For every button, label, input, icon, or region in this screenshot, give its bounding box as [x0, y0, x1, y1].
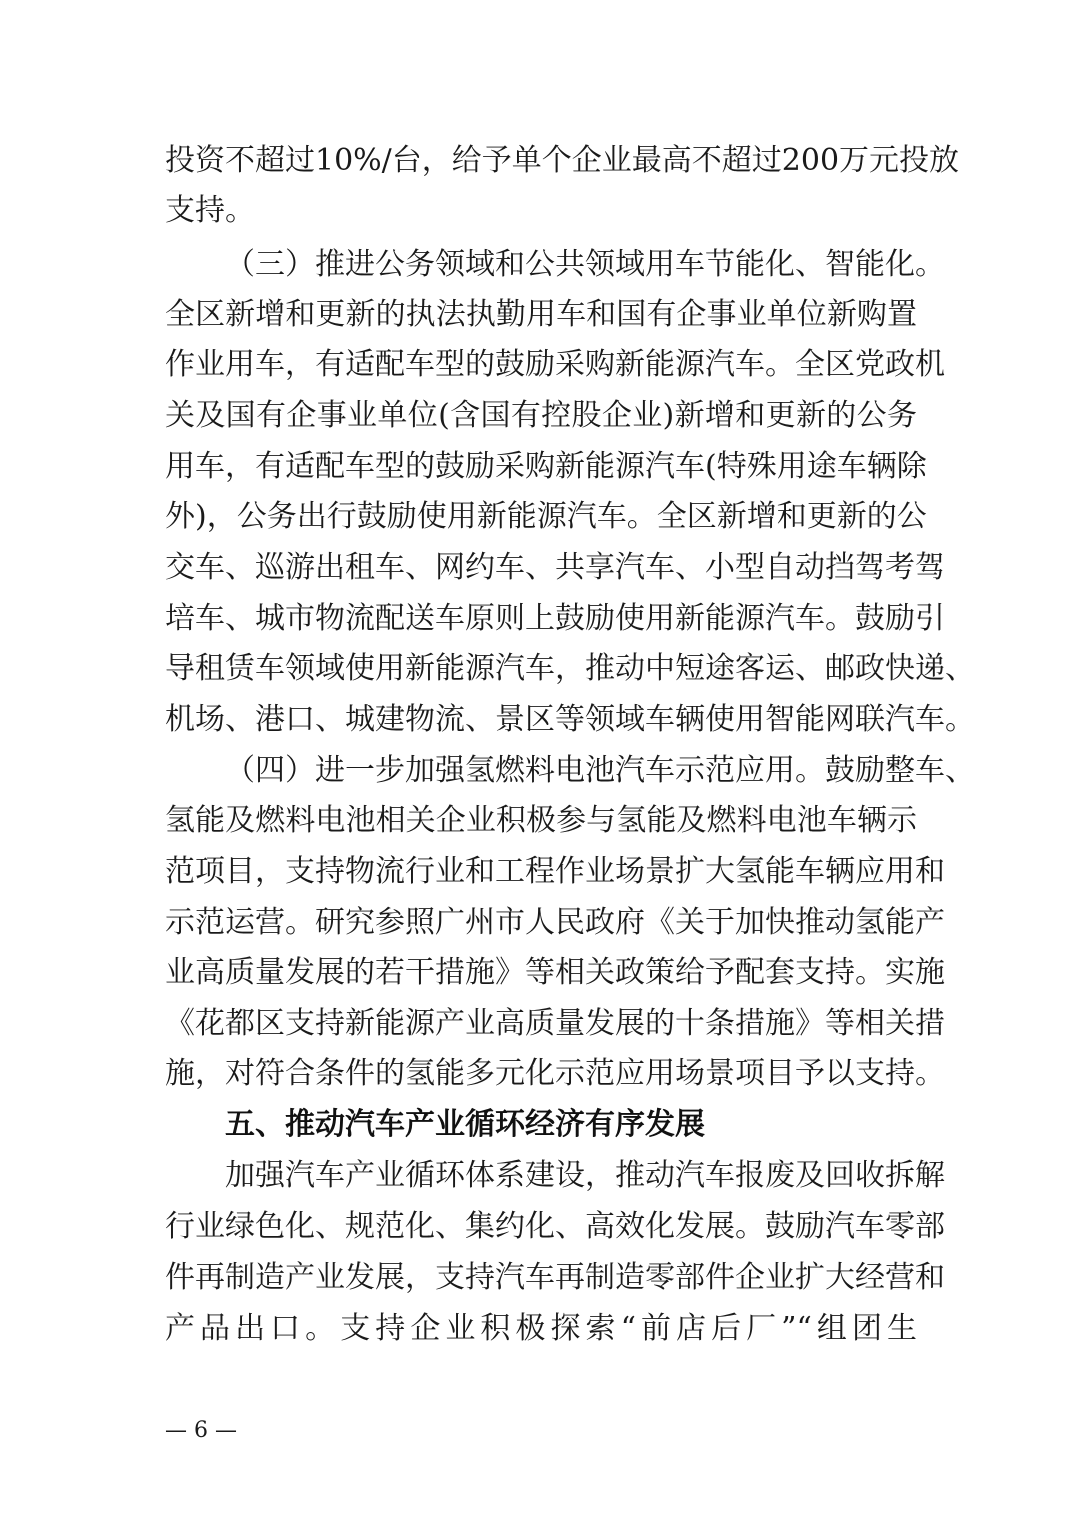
- body-line-10: 培车、城市物流配送车原则上鼓励使用新能源汽车。鼓励引: [165, 601, 945, 636]
- body-line-7: 用车，有适配车型的鼓励采购新能源汽车(特殊用途车辆除: [165, 449, 927, 484]
- body-line-5: 作业用车，有适配车型的鼓励采购新能源汽车。全区党政机: [165, 347, 945, 382]
- body-line-21: 加强汽车产业循环体系建设，推动汽车报废及回收拆解: [225, 1158, 945, 1193]
- body-line-4: 全区新增和更新的执法执勤用车和国有企事业单位新购置: [165, 297, 917, 332]
- body-line-22: 行业绿色化、规范化、集约化、高效化发展。鼓励汽车零部: [165, 1209, 945, 1244]
- body-line-15: 范项目，支持物流行业和工程作业场景扩大氢能车辆应用和: [165, 854, 945, 889]
- section-heading-5: 五、推动汽车产业循环经济有序发展: [225, 1107, 705, 1142]
- body-line-6: 关及国有企事业单位(含国有控股企业)新增和更新的公务: [165, 398, 917, 433]
- body-line-17: 业高质量发展的若干措施》等相关政策给予配套支持。实施: [165, 955, 945, 990]
- body-line-2: 支持。: [165, 193, 255, 228]
- body-line-12: 机场、港口、城建物流、景区等领域车辆使用智能网联汽车。: [165, 702, 975, 737]
- body-line-9: 交车、巡游出租车、网约车、共享汽车、小型自动挡驾考驾: [165, 550, 945, 585]
- body-line-16: 示范运营。研究参照广州市人民政府《关于加快推动氢能产: [165, 905, 945, 940]
- body-line-23: 件再制造产业发展，支持汽车再制造零部件企业扩大经营和: [165, 1260, 945, 1295]
- body-line-19: 施，对符合条件的氢能多元化示范应用场景项目予以支持。: [165, 1056, 945, 1091]
- body-line-24: 产品出口。支持企业积极探索“前店后厂”“组团生: [165, 1311, 917, 1346]
- body-line-14: 氢能及燃料电池相关企业积极参与氢能及燃料电池车辆示: [165, 803, 917, 838]
- body-line-11: 导租赁车领域使用新能源汽车，推动中短途客运、邮政快递、: [165, 651, 975, 686]
- body-line-1: 投资不超过10%/台，给予单个企业最高不超过200万元投放: [165, 143, 960, 178]
- section-4-title-line: （四）进一步加强氢燃料电池汽车示范应用。鼓励整车、: [225, 753, 975, 788]
- body-line-8: 外)，公务出行鼓励使用新能源汽车。全区新增和更新的公: [165, 499, 927, 534]
- body-line-18: 《花都区支持新能源产业高质量发展的十条措施》等相关措: [165, 1006, 945, 1041]
- page-number: — 6 —: [165, 1418, 237, 1443]
- section-3-title-line: （三）推进公务领域和公共领域用车节能化、智能化。: [225, 247, 945, 282]
